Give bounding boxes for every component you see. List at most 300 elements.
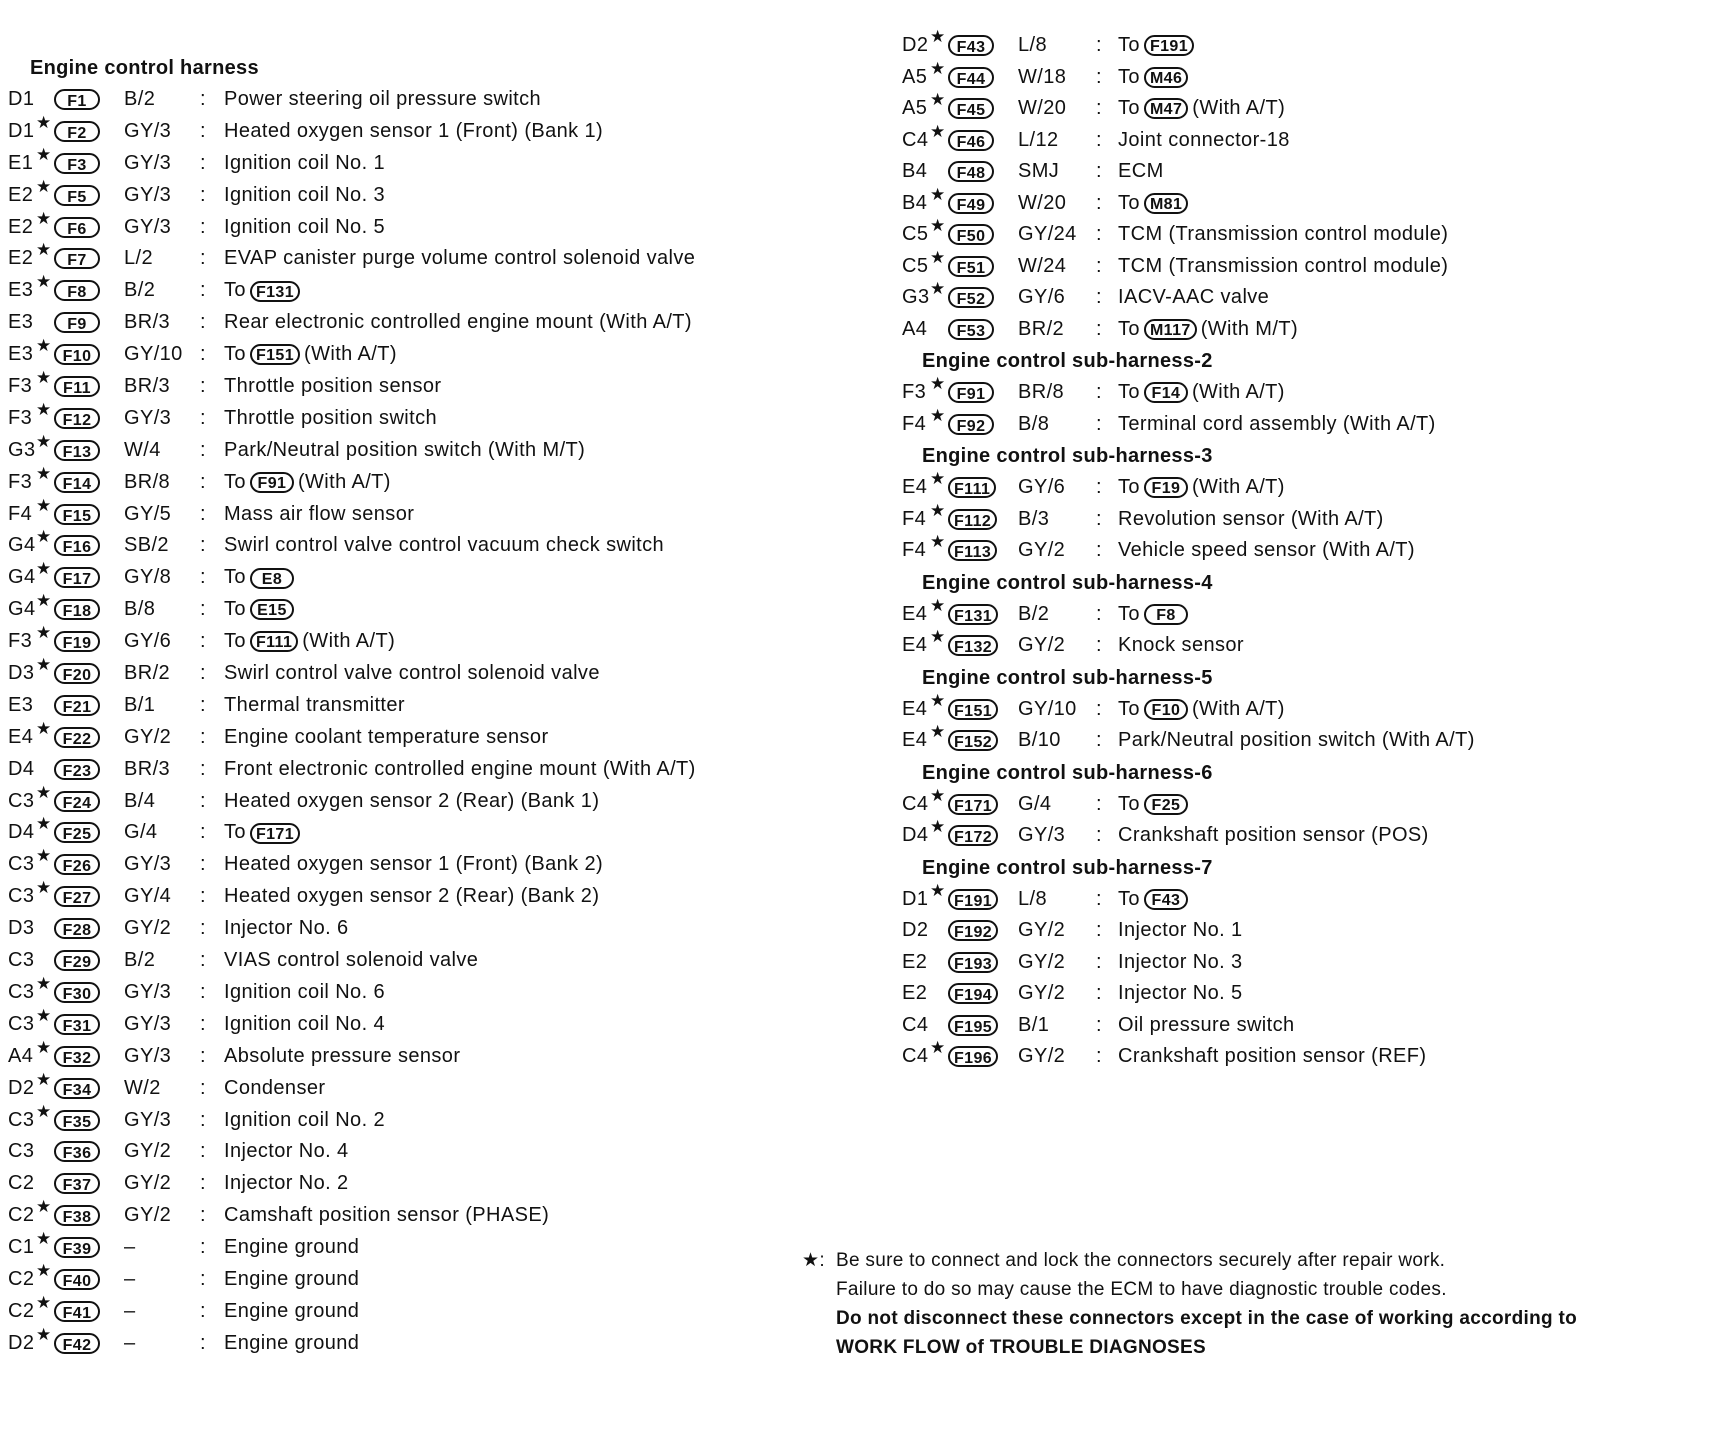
separator: : xyxy=(200,88,206,110)
star-icon: ★ xyxy=(36,1069,52,1089)
grid-location: E3 xyxy=(8,693,34,716)
connector-id-badge: F5 xyxy=(54,185,100,206)
wire-spec: GY/2 xyxy=(124,1140,172,1163)
connector-id-badge: F91 xyxy=(948,382,994,403)
connector-description xyxy=(224,371,441,403)
wire-spec: GY/6 xyxy=(1018,286,1066,308)
description-text: Vehicle speed sensor (With A/T) xyxy=(1118,539,1415,561)
connector-row xyxy=(900,627,1700,662)
description-text: Engine ground xyxy=(224,1236,360,1259)
connector-row xyxy=(900,500,1700,536)
star-icon: ★ xyxy=(930,279,946,298)
wire-spec: GY/3 xyxy=(124,1108,172,1131)
wire-spec: GY/2 xyxy=(1018,1045,1066,1067)
description-text: Engine ground xyxy=(224,1331,360,1354)
wire-spec: GY/5 xyxy=(124,502,172,525)
connector-row xyxy=(900,121,1700,157)
footnote-line-3: Do not disconnect these connectors except in the case of working according to xyxy=(836,1308,1578,1329)
wire-spec: BR/2 xyxy=(1018,317,1065,340)
connector-id-badge: F152 xyxy=(948,730,998,751)
connector-row xyxy=(900,690,1700,726)
separator: : xyxy=(1096,507,1102,530)
description-text: To xyxy=(1118,792,1140,815)
wire-spec: BR/8 xyxy=(124,470,171,493)
connector-id-badge: F42 xyxy=(54,1333,100,1354)
wire-spec: BR/3 xyxy=(124,311,171,334)
connector-ref-badge: F151 xyxy=(250,344,300,365)
description-text: Heated oxygen sensor 2 (Rear) (Bank 1) xyxy=(224,789,600,812)
connector-ref-badge: F43 xyxy=(1144,889,1188,910)
description-text: Heated oxygen sensor 1 (Front) (Bank 2) xyxy=(224,853,604,876)
connector-id-badge: F20 xyxy=(54,663,100,684)
separator: : xyxy=(1096,65,1102,88)
connector-id-badge: F8 xyxy=(54,280,100,301)
connector-id-badge: F32 xyxy=(54,1046,100,1067)
description-text: To xyxy=(224,566,246,589)
connector-description xyxy=(1118,219,1448,251)
grid-location: F4 xyxy=(902,507,927,530)
connector-description xyxy=(224,499,414,531)
wire-spec: W/24 xyxy=(1018,254,1067,277)
grid-location: F3 xyxy=(8,375,33,398)
description-text: Mass air flow sensor xyxy=(224,502,415,525)
separator: : xyxy=(200,821,206,844)
star-icon: ★ xyxy=(36,623,52,643)
connector-row xyxy=(900,880,1700,916)
footnote xyxy=(802,1246,1702,1362)
separator: : xyxy=(1096,160,1102,182)
wire-spec: GY/6 xyxy=(1018,476,1066,498)
grid-location: D1 xyxy=(8,119,35,142)
description-text: To xyxy=(224,630,246,653)
separator: : xyxy=(200,1172,206,1195)
connector-description xyxy=(224,1296,359,1328)
wire-spec: B/1 xyxy=(1018,1013,1050,1036)
wire-spec: B/2 xyxy=(1018,602,1050,625)
connector-id-badge: F39 xyxy=(54,1237,100,1258)
connector-ref-badge: E15 xyxy=(250,599,294,620)
sub-harness-heading: Engine control sub-harness-5 xyxy=(922,666,1213,689)
connector-id-badge: F36 xyxy=(54,1141,100,1162)
separator: : xyxy=(200,1012,206,1035)
connector-description xyxy=(224,594,298,626)
wire-spec: – xyxy=(124,1267,136,1290)
description-note: (With A/T) xyxy=(1191,476,1285,498)
description-text: Power steering oil pressure switch xyxy=(224,88,542,110)
connector-description xyxy=(224,658,600,690)
star-icon: ★ xyxy=(36,495,52,515)
connector-id-badge: F21 xyxy=(54,695,100,716)
description-text: To xyxy=(1118,602,1140,625)
connector-ref-badge: F10 xyxy=(1144,699,1188,720)
connector-id-badge: F1 xyxy=(54,89,100,110)
wire-spec: W/2 xyxy=(124,1076,161,1099)
description-text: Absolute pressure sensor xyxy=(224,1044,461,1067)
connector-row xyxy=(900,978,1700,1010)
separator: : xyxy=(200,1236,206,1259)
grid-location: F3 xyxy=(8,470,33,493)
wire-spec: W/20 xyxy=(1018,97,1067,119)
separator: : xyxy=(200,1140,206,1163)
description-text: Rear electronic controlled engine mount (With A/T) xyxy=(224,311,692,334)
separator: : xyxy=(200,406,206,429)
grid-location: C3 xyxy=(8,949,35,972)
connector-row xyxy=(6,272,776,307)
wire-spec: G/4 xyxy=(124,821,158,844)
connector-row xyxy=(900,27,1700,62)
description-text: To xyxy=(1118,381,1140,403)
connector-row xyxy=(900,947,1700,979)
description-text: ECM xyxy=(1118,160,1164,182)
description-text: EVAP canister purge volume control solenoid valve xyxy=(224,247,696,270)
grid-location: C5 xyxy=(902,223,929,245)
wire-spec: GY/6 xyxy=(124,630,172,653)
wire-spec: B/4 xyxy=(124,789,156,812)
separator: : xyxy=(1096,381,1102,403)
grid-location: G4 xyxy=(8,598,36,621)
connector-row xyxy=(6,814,776,849)
separator: : xyxy=(1096,982,1102,1004)
description-text: Ignition coil No. 6 xyxy=(224,980,386,1003)
description-text: Injector No. 6 xyxy=(224,917,349,940)
grid-location: D2 xyxy=(8,1331,35,1354)
connector-row xyxy=(900,247,1700,283)
connector-row xyxy=(900,469,1700,504)
star-icon: ★ xyxy=(36,1037,52,1057)
separator: : xyxy=(200,757,206,780)
grid-location: D3 xyxy=(8,662,35,685)
wire-spec: GY/2 xyxy=(124,1204,172,1227)
connector-row xyxy=(6,495,776,531)
grid-location: D2 xyxy=(902,34,929,56)
connector-row xyxy=(6,527,776,562)
star-icon: ★ xyxy=(930,880,946,900)
connector-description xyxy=(224,913,349,945)
star-icon: ★ xyxy=(36,431,52,451)
wire-spec: GY/3 xyxy=(124,215,172,238)
connector-description xyxy=(224,467,391,499)
footnote-line-4: WORK FLOW of TROUBLE DIAGNOSES xyxy=(836,1337,1206,1358)
connector-description xyxy=(1118,30,1198,62)
connector-row xyxy=(6,208,776,244)
connector-description xyxy=(1118,156,1164,188)
connector-id-badge: F41 xyxy=(54,1301,100,1322)
wire-spec: GY/3 xyxy=(124,183,172,206)
wire-spec: BR/8 xyxy=(1018,381,1065,403)
wire-spec: L/8 xyxy=(1018,887,1048,910)
connector-id-badge: F43 xyxy=(948,35,994,56)
wire-spec: B/2 xyxy=(124,279,156,302)
wire-spec: GY/2 xyxy=(1018,919,1066,941)
wire-spec: B/8 xyxy=(124,598,156,621)
connector-row xyxy=(6,1005,776,1041)
wire-spec: GY/24 xyxy=(1018,223,1077,245)
grid-location: C2 xyxy=(8,1172,35,1195)
description-text: Ignition coil No. 5 xyxy=(224,215,386,238)
description-text: Condenser xyxy=(224,1076,326,1099)
grid-location: F3 xyxy=(8,406,33,429)
connector-description xyxy=(1118,947,1243,979)
separator: : xyxy=(1096,254,1102,277)
description-text: Heated oxygen sensor 1 (Front) (Bank 1) xyxy=(224,119,604,142)
wire-spec: W/4 xyxy=(124,438,161,461)
connector-description xyxy=(224,1009,385,1041)
connector-row xyxy=(6,878,776,913)
wire-spec: GY/2 xyxy=(1018,634,1066,656)
description-text: Oil pressure switch xyxy=(1118,1013,1295,1036)
grid-location: C5 xyxy=(902,254,929,277)
grid-location: F4 xyxy=(8,502,33,525)
separator: : xyxy=(1096,1045,1102,1067)
connector-id-badge: F44 xyxy=(948,67,994,88)
connector-row xyxy=(6,945,776,977)
star-icon: ★ xyxy=(36,1324,52,1344)
grid-location: D4 xyxy=(8,821,35,844)
connector-id-badge: F46 xyxy=(948,130,994,151)
sub-harness-heading: Engine control sub-harness-3 xyxy=(922,445,1213,467)
connector-row xyxy=(900,156,1700,188)
star-icon: ★ xyxy=(930,216,946,235)
connector-description xyxy=(224,754,696,786)
connector-id-badge: F27 xyxy=(54,886,100,907)
description-text: Swirl control valve control solenoid valve xyxy=(224,662,600,685)
star-icon: ★ xyxy=(36,1005,52,1025)
description-note: (With A/T) xyxy=(304,343,397,366)
connector-id-badge: F111 xyxy=(948,477,996,498)
connector-row xyxy=(6,754,776,786)
connector-description xyxy=(224,403,437,435)
grid-location: E4 xyxy=(902,634,928,656)
description-text: Terminal cord assembly (With A/T) xyxy=(1118,412,1436,435)
grid-location: D1 xyxy=(902,887,929,910)
connector-ref-badge: F171 xyxy=(250,823,300,844)
separator: : xyxy=(200,1299,206,1322)
separator: : xyxy=(200,566,206,589)
separator: : xyxy=(200,1331,206,1354)
connector-row xyxy=(6,463,776,499)
star-icon: ★ xyxy=(36,527,52,547)
connector-id-badge: F28 xyxy=(54,918,100,939)
description-note: (With A/T) xyxy=(1191,697,1285,720)
separator: : xyxy=(200,470,206,493)
description-text: To xyxy=(1118,476,1140,498)
connector-description xyxy=(224,1105,385,1137)
connector-description xyxy=(224,339,397,371)
connector-row xyxy=(900,785,1700,821)
star-icon: ★ xyxy=(36,1229,52,1249)
wire-spec: GY/10 xyxy=(1018,697,1077,720)
star-icon: ★ xyxy=(36,1292,52,1312)
connector-id-badge: F132 xyxy=(948,635,998,656)
connector-id-badge: F15 xyxy=(54,504,100,525)
separator: : xyxy=(1096,317,1102,340)
description-text: Knock sensor xyxy=(1118,634,1244,656)
connector-id-badge: F31 xyxy=(54,1014,100,1035)
sub-harness-list xyxy=(900,27,1700,1073)
star-icon: ★ xyxy=(36,272,52,292)
connector-id-badge: F2 xyxy=(54,121,100,142)
connector-description xyxy=(1118,725,1475,757)
connector-id-badge: F26 xyxy=(54,854,100,875)
connector-description xyxy=(1118,884,1192,916)
description-text: Revolution sensor (With A/T) xyxy=(1118,507,1384,530)
connector-row xyxy=(6,690,776,722)
connector-description xyxy=(224,307,692,339)
connector-description xyxy=(1118,789,1192,821)
connector-description xyxy=(1118,694,1285,726)
separator: : xyxy=(200,1076,206,1099)
separator: : xyxy=(200,534,206,557)
description-text: Injector No. 1 xyxy=(1118,919,1243,941)
wire-spec: W/18 xyxy=(1018,65,1067,88)
sub-harness-heading: Engine control sub-harness-6 xyxy=(922,761,1213,784)
connector-ref-badge: F14 xyxy=(1144,382,1188,403)
wire-spec: GY/3 xyxy=(1018,824,1066,846)
grid-location: C3 xyxy=(8,853,35,876)
grid-location: F4 xyxy=(902,539,927,561)
connector-id-badge: F92 xyxy=(948,414,994,435)
grid-location: C3 xyxy=(8,980,35,1003)
connector-row xyxy=(900,915,1700,947)
sub-harness-heading: Engine control sub-harness-4 xyxy=(922,571,1213,594)
wire-spec: – xyxy=(124,1236,136,1259)
wire-spec: GY/2 xyxy=(124,917,172,940)
grid-location: C2 xyxy=(8,1267,35,1290)
connector-rows xyxy=(6,84,776,1360)
description-text: Injector No. 2 xyxy=(224,1172,349,1195)
description-text: Throttle position sensor xyxy=(224,375,442,398)
connector-row xyxy=(6,718,776,754)
star-icon: ★ xyxy=(930,722,946,741)
star-icon: ★ xyxy=(930,532,946,551)
star-icon: ★ xyxy=(36,846,52,866)
connector-description xyxy=(1118,314,1298,346)
star-icon: ★ xyxy=(36,814,52,834)
connector-description xyxy=(1118,377,1285,409)
description-text: Engine ground xyxy=(224,1299,360,1322)
connector-id-badge: F172 xyxy=(948,825,998,846)
separator: : xyxy=(200,1044,206,1067)
wire-spec: GY/3 xyxy=(124,406,172,429)
grid-location: E3 xyxy=(8,343,34,366)
grid-location: A4 xyxy=(902,317,928,340)
connector-id-badge: F3 xyxy=(54,153,100,174)
wire-spec: GY/3 xyxy=(124,980,172,1003)
connector-row xyxy=(6,1069,776,1105)
wire-spec: GY/3 xyxy=(124,1012,172,1035)
wire-spec: G/4 xyxy=(1018,792,1052,815)
separator: : xyxy=(1096,697,1102,720)
sub-harness-heading: Engine control sub-harness-7 xyxy=(922,856,1213,879)
grid-location: E4 xyxy=(902,602,928,625)
description-text: Injector No. 4 xyxy=(224,1140,349,1163)
connector-description xyxy=(224,1073,325,1105)
grid-location: A4 xyxy=(8,1044,34,1067)
connector-description xyxy=(224,180,385,212)
connector-description xyxy=(224,690,405,722)
wire-spec: B/2 xyxy=(124,949,156,972)
connector-description xyxy=(224,977,385,1009)
separator: : xyxy=(200,980,206,1003)
connector-id-badge: F131 xyxy=(948,604,998,625)
wire-spec: GY/4 xyxy=(124,885,172,908)
connector-row xyxy=(6,973,776,1009)
connector-id-badge: F35 xyxy=(54,1110,100,1131)
description-text: TCM (Transmission control module) xyxy=(1118,254,1449,277)
wire-spec: L/8 xyxy=(1018,34,1048,56)
grid-location: E4 xyxy=(8,725,34,748)
connector-id-badge: F196 xyxy=(948,1046,998,1067)
wire-spec: – xyxy=(124,1331,136,1354)
connector-row xyxy=(6,336,776,371)
wire-spec: B/2 xyxy=(124,88,156,110)
connector-id-badge: F19 xyxy=(54,631,100,652)
connector-id-badge: F24 xyxy=(54,791,100,812)
connector-id-badge: F11 xyxy=(54,376,100,397)
connector-ref-badge: F91 xyxy=(250,472,294,493)
separator: : xyxy=(200,885,206,908)
connector-description xyxy=(1118,188,1192,220)
description-text: Thermal transmitter xyxy=(224,693,405,716)
description-text: Front electronic controlled engine mount (With A/T) xyxy=(224,757,696,780)
connector-id-badge: F16 xyxy=(54,535,100,556)
description-text: Injector No. 3 xyxy=(1118,950,1243,973)
star-icon: ★ xyxy=(36,1101,52,1121)
connector-description xyxy=(1118,535,1415,567)
grid-location: F4 xyxy=(902,412,927,435)
connector-row xyxy=(6,623,776,658)
separator: : xyxy=(200,1267,206,1290)
grid-location: D4 xyxy=(8,757,35,780)
connector-description xyxy=(224,945,478,977)
description-text: TCM (Transmission control module) xyxy=(1118,223,1449,245)
grid-location: E1 xyxy=(8,151,34,174)
separator: : xyxy=(1096,191,1102,214)
description-note: (With A/T) xyxy=(1191,381,1285,403)
wire-spec: GY/2 xyxy=(1018,982,1066,1004)
connector-description xyxy=(1118,820,1429,852)
grid-location: E2 xyxy=(8,183,34,206)
star-icon: ★ xyxy=(930,690,946,710)
separator: : xyxy=(200,917,206,940)
connector-description xyxy=(224,1264,359,1296)
description-text: Ignition coil No. 1 xyxy=(224,151,386,174)
wire-spec: GY/3 xyxy=(124,119,172,142)
grid-location: B4 xyxy=(902,191,928,214)
wire-spec: BR/3 xyxy=(124,375,171,398)
separator: : xyxy=(200,1108,206,1131)
connector-row xyxy=(900,184,1700,220)
description-text: IACV-AAC valve xyxy=(1118,286,1270,308)
star-icon: ★ xyxy=(930,184,946,204)
connector-row xyxy=(6,1260,776,1296)
connector-row xyxy=(6,1324,776,1360)
star-icon: ★ xyxy=(930,469,946,488)
star-icon: ★ xyxy=(930,27,946,46)
grid-location: G3 xyxy=(902,286,930,308)
separator: : xyxy=(1096,792,1102,815)
connector-id-badge: F193 xyxy=(948,952,998,973)
connector-id-badge: F13 xyxy=(54,440,100,461)
star-icon: ★ xyxy=(36,718,52,738)
description-text: Crankshaft position sensor (REF) xyxy=(1118,1045,1427,1067)
connector-row xyxy=(6,307,776,339)
star-icon: ★ xyxy=(36,1197,52,1217)
separator: : xyxy=(200,279,206,302)
connector-id-badge: F37 xyxy=(54,1173,100,1194)
connector-description xyxy=(1118,1041,1426,1073)
connector-id-badge: F9 xyxy=(54,312,100,333)
